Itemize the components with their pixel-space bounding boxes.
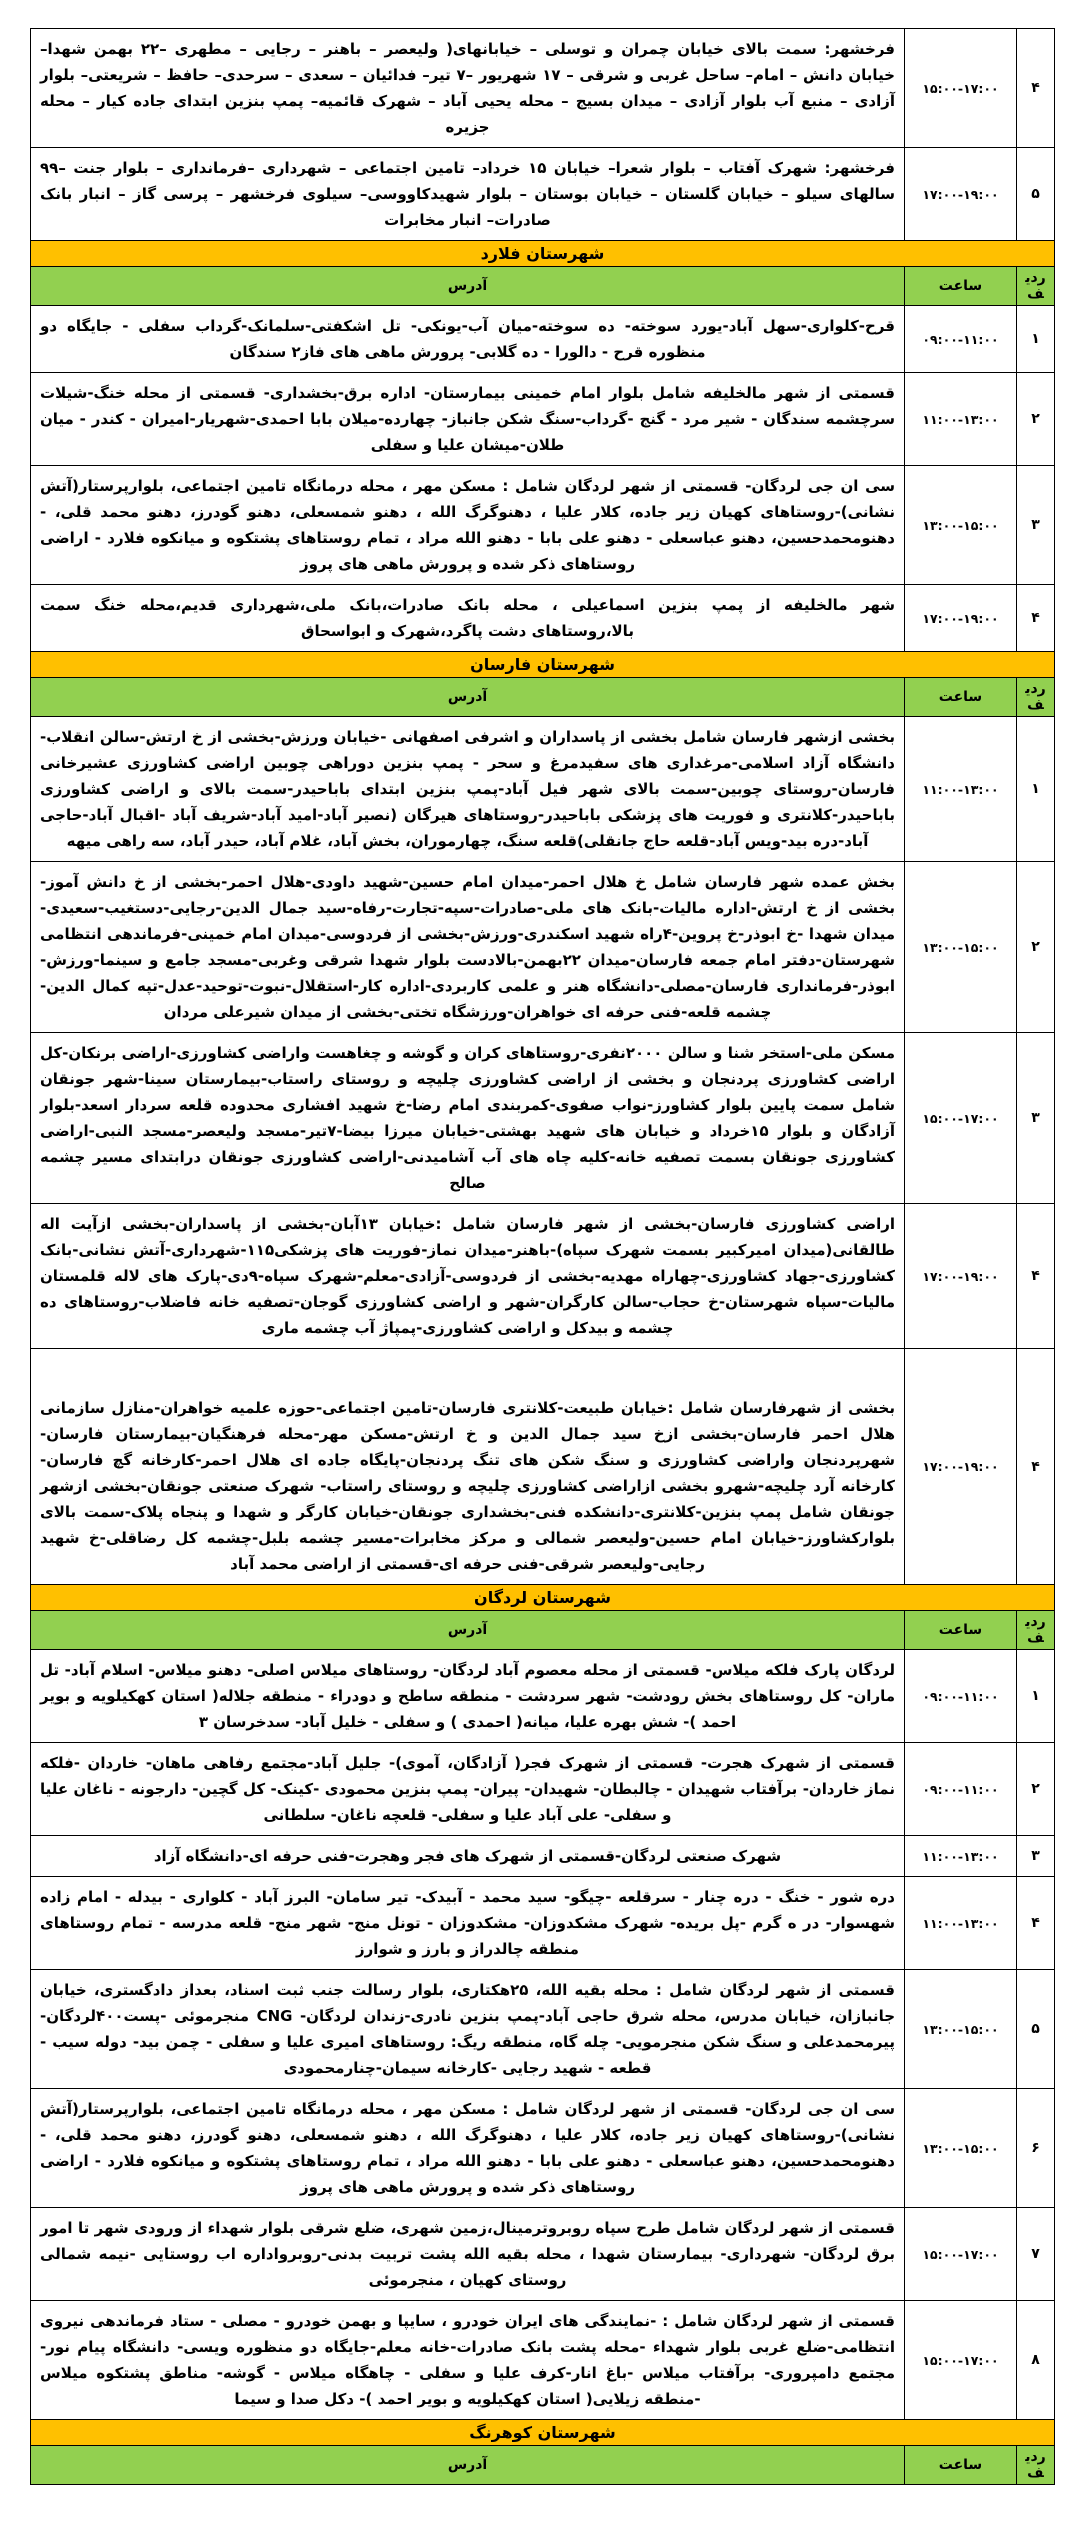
table-row [31, 1033, 1055, 1204]
column-header-row-number: ردیف [1017, 267, 1055, 306]
address-cell: سی ان جی لردگان- قسمتی از شهر لردگان شامل : مسکن مهر ، محله درمانگاه تامین اجتماعی، بلوارپرستار(آتش نشانی)-روستاهای کهیان زیر جاده، کلار علیا ، دهنوگرگ الله ، دهنو شمسعلی، دهنو گودرز، دهنو محمد قلی، - دهنومحمدحسین، دهنو عباسعلی - دهنو علی بابا - دهنو الله مراد ، تمام روستاهای پشتکوه و میانکوه فلارد - اراضی روستاهای ذکر شده و پرورش ماهی های پروز [31, 466, 905, 585]
time-cell: ۱۳:۰۰-۱۵:۰۰ [905, 466, 1017, 585]
address-cell: شهر مالخلیفه از پمپ بنزین اسماعیلی ، محله بانک صادرات،بانک ملی،شهرداری قدیم،محله خنگ سمت بالا،روستاهای دشت پاگرد،شهرک و ابواسحاق [31, 585, 905, 652]
column-header-row-number: ردیف [1017, 1611, 1055, 1650]
table-row [31, 1836, 1055, 1877]
table-row [31, 2208, 1055, 2301]
time-cell: ۰۹:۰۰-۱۱:۰۰ [905, 306, 1017, 373]
row-number-cell: ۳ [1017, 466, 1055, 585]
time-cell: ۱۵:۰۰-۱۷:۰۰ [905, 2208, 1017, 2301]
address-cell: لردگان پارک فلکه میلاس- قسمتی از محله معصوم آباد لردگان- روستاهای میلاس اصلی- دهنو میلاس- اسلام آباد- تل ماران- کل روستاهای بخش رودشت- شهر سردشت - منطقه ساطح و دودراء - منطقه جلاله( استان کهکیلویه و بویر احمد )- شش بهره علیا، میانه( احمدی ) و سفلی - خلیل آباد- سدخرسان ۳ [31, 1650, 905, 1743]
time-cell: ۱۷:۰۰-۱۹:۰۰ [905, 585, 1017, 652]
row-number-cell: ۲ [1017, 373, 1055, 466]
address-cell: اراضی کشاورزی فارسان-بخشی از شهر فارسان شامل :خیابان ۱۳آبان-بخشی از پاسداران-بخشی ازآیت اله طالقانی(میدان امیرکبیر بسمت شهرک سپاه)-باهنر-میدان نماز-فوریت های پزشکی۱۱۵-شهرداری-آتش نشانی-بانک کشاورزی-جهاد کشاورزی-چهاراه مهدیه-بخشی از فردوسی-آزادی-معلم-شهرک سپاه-۹دی-پارک های لاله قلمستان مالیات-سپاه شهرستان-خ حجاب-سالن کارگران-شهر و اراضی کشاورزی گوجان-تصفیه خانه فاضلاب-روستاهای ده چشمه و بیدکل و اراضی کشاورزی-پمپاژ آب چشمه ماری [31, 1204, 905, 1349]
address-cell: قسمتی از شهر مالخلیفه شامل بلوار امام خمینی بیمارستان- اداره برق-بخشداری- قسمتی از محله خنگ-شیلات سرچشمه سندگان - شیر مرد - گنج -گرداب-سنگ شکن جانباز- چهارده-میلان بابا احمدی-شهریار-امیران - کندر - میان طلان-میشان علیا و سفلی [31, 373, 905, 466]
time-cell: ۱۱:۰۰-۱۳:۰۰ [905, 717, 1017, 862]
column-header-row [31, 2446, 1055, 2485]
address-cell: قرح-کلواری-سهل آباد-یورد سوخته- ده سوخته-میان آب-یونکی- تل اشکفتی-سلمانک-گرداب سفلی - جایگاه دو منظوره قرح - دالورا - ده گلابی- پرورش ماهی های فاز۲ سندگان [31, 306, 905, 373]
table-row [31, 29, 1055, 148]
time-cell: ۱۷:۰۰-۱۹:۰۰ [905, 1349, 1017, 1585]
column-header-row [31, 267, 1055, 306]
address-cell: مسکن ملی-استخر شنا و سالن ۲۰۰۰نفری-روستاهای کران و گوشه و چغاهست واراضی کشاورزی-اراضی برنکان-کل اراضی کشاورزی پردنجان و بخشی از اراضی کشاورزی چلیچه و روستای راستاب-بیمارستان سینا-شهر جونقان شامل سمت پایین بلوار کشاورز-نواب صفوی-کمربندی امام رضا-خ شهید افشاری محدوده قلعه سردار اسعد-بلوار آزادگان و بلوار ۱۵خرداد و خیابان های شهید بهشتی-خیابان میرزا بیضا-۷تیر-مسجد ولیعصر-مسجد النبی-اراضی کشاورزی جونقان بسمت تصفیه خانه-کلیه چاه های آب آشامیدنی-اراضی کشاورزی جونقان درابتدای مسیر چشمه صالح [31, 1033, 905, 1204]
column-header-row [31, 678, 1055, 717]
row-number-cell: ۵ [1017, 1970, 1055, 2089]
column-header-address: آدرس [31, 2446, 905, 2485]
address-cell: بخشی از شهرفارسان شامل :خیابان طبیعت-کلانتری فارسان-تامین اجتماعی-حوزه علمیه خواهران-منازل سازمانی هلال احمر فارسان-بخشی ازخ سید جمال الدین و خ ارتش-مسکن مهر-محله فرهنگیان-بیمارستان فارسان-شهرپردنجان واراضی کشاورزی و سنگ شکن های تنگ پردنجان-پایگاه جاده ای هلال احمر-کارخانه گچ فارسان-کارخانه آرد چلیچه-شهرو بخشی ازاراضی کشاورزی چلیچه و روستای راستاب- شهرک صنعتی جونقان-بخشی ازشهر جونقان شامل پمپ بنزین-کلانتری-دانشکده فنی-بخشداری جونقان-خیابان کارگر و شهدا و پنجاه پلاک-سمت بالای بلوارکشاورز-خیابان امام حسین-ولیعصر شمالی و مرکز مخابرات-مسیر چشمه بلبل-چشمه کل رضاقلی-خ شهید رجایی-ولیعصر شرقی-فنی حرفه ای-قسمتی از اراضی محمد آباد [31, 1349, 905, 1585]
table-row [31, 148, 1055, 241]
row-number-cell: ۱ [1017, 1650, 1055, 1743]
row-number-cell: ۲ [1017, 1743, 1055, 1836]
table-row [31, 1877, 1055, 1970]
time-cell: ۱۵:۰۰-۱۷:۰۰ [905, 1033, 1017, 1204]
time-cell: ۱۳:۰۰-۱۵:۰۰ [905, 1970, 1017, 2089]
schedule-table-body [31, 29, 1055, 2485]
address-cell: قسمتی از شهر لردگان شامل : -نمایندگی های ایران خودرو ، سایپا و بهمن خودرو - مصلی - ستاد فرماندهی نیروی انتظامی-ضلع غربی بلوار شهداء -محله پشت بانک صادرات-خانه معلم-جایگاه دو منظوره ویسی- دانشگاه پیام نور-مجتمع دامپروری- برآفتاب میلاس -باغ انار-کرف علیا و سفلی - چاهگاه میلاس - گوشه- مناطق پشتکوه میلاس -منطقه زیلایی( استان کهکیلویه و بویر احمد )- دکل صدا و سیما [31, 2301, 905, 2420]
row-number-cell: ۲ [1017, 862, 1055, 1033]
row-number-cell: ۸ [1017, 2301, 1055, 2420]
column-header-time: ساعت [905, 678, 1017, 717]
address-cell: قسمتی از شهر لردگان شامل طرح سپاه روبروترمینال،زمین شهری، ضلع شرقی بلوار شهداء از ورودی شهر تا امور برق لردگان- شهرداری- بیمارستان شهدا ، محله بقیه الله پشت تربیت بدنی-روبرواداره اب روستایی -نیمه شمالی روستای کهیان ، منجرموئی [31, 2208, 905, 2301]
time-cell: ۱۳:۰۰-۱۵:۰۰ [905, 862, 1017, 1033]
column-header-row-number: ردیف [1017, 678, 1055, 717]
table-row [31, 306, 1055, 373]
column-header-row-number: ردیف [1017, 2446, 1055, 2485]
table-row [31, 1204, 1055, 1349]
section-title: شهرستان لردگان [31, 1585, 1055, 1611]
time-cell: ۱۵:۰۰-۱۷:۰۰ [905, 29, 1017, 148]
row-number-cell: ۱ [1017, 306, 1055, 373]
table-row [31, 862, 1055, 1033]
row-number-cell: ۱ [1017, 717, 1055, 862]
table-row [31, 466, 1055, 585]
address-cell: دره شور - خنگ - دره چنار - سرقلعه -چیگو- سید محمد - آبیدک- تیر سامان- البرز آباد - کلواری - بیدله - امام زاده شهسوار- در ه گرم -پل بریده- شهرک مشکدوزان- مشکدوزان - تونل منج- شهر منج- قلعه مدرسه - تمام روستاهای منطقه چالدراز و بارز و شوارز [31, 1877, 905, 1970]
section-header-row [31, 241, 1055, 267]
section-title: شهرستان فلارد [31, 241, 1055, 267]
time-cell: ۱۱:۰۰-۱۳:۰۰ [905, 373, 1017, 466]
section-header-row [31, 1585, 1055, 1611]
table-row [31, 373, 1055, 466]
column-header-time: ساعت [905, 2446, 1017, 2485]
table-row [31, 1743, 1055, 1836]
section-header-row [31, 2420, 1055, 2446]
column-header-time: ساعت [905, 1611, 1017, 1650]
table-row [31, 1970, 1055, 2089]
time-cell: ۱۱:۰۰-۱۳:۰۰ [905, 1877, 1017, 1970]
address-cell: بخشی ازشهر فارسان شامل بخشی از پاسداران و اشرفی اصفهانی -خیابان ورزش-بخشی از خ ارتش-سالن انقلاب-دانشگاه آزاد اسلامی-مرغداری های سفیدمرغ و سحر - پمپ بنزین دوراهی چوبین اراضی کشاورزی عشیرخانی فارسان-روستای چوبین-سمت بالای شهر فیل آباد-پمپ بنزین ابتدای باباحیدر-سمت بالای و اراضی کشاورزی باباحیدر-کلانتری و فوریت های پزشکی باباحیدر-روستاهای هیرگان (نصیر آباد-امید آباد-شریف آباد -اقبال آباد-حاجی آباد-دره بید-ویس آباد-قلعه حاج جانقلی)قلعه سنگ، چهارموران، بخش آباد، غلام آباد، حیدر آباد، سه راهی میهه [31, 717, 905, 862]
address-cell: فرخشهر: سمت بالای خیابان چمران و توسلی – خیابانهای( ولیعصر – باهنر – رجایی – مطهری –۲۲ بهمن شهدا– خیابان دانش – امام– ساحل غربی و شرقی – ۱۷ شهریور –۷ تیر– فدائیان – سعدی – سرحدی– حافظ – شریعتی– بلوار آزادی – منبع آب بلوار آزادی – میدان بسیج – محله یحیی آباد – شهرک قائمیه– پمپ بنزین ابتدای جاده کیار – محله جزیره [31, 29, 905, 148]
table-row [31, 717, 1055, 862]
time-cell: ۱۵:۰۰-۱۷:۰۰ [905, 2301, 1017, 2420]
address-cell: قسمتی از شهرک هجرت- قسمتی از شهرک فجر( آزادگان، آموی)- جلیل آباد-مجتمع رفاهی ماهان- خاردان -فلکه نماز خاردان- برآفتاب شهیدان - چالبطان- شهیدان- پیران- پمپ بنزین محمودی -کینک- کل گچین- دارجونه - ناغان علیا و سفلی- علی آباد علیا و سفلی- قلعچه ناغان- سلطانی [31, 1743, 905, 1836]
table-row [31, 1349, 1055, 1585]
address-cell: سی ان جی لردگان- قسمتی از شهر لردگان شامل : مسکن مهر ، محله درمانگاه تامین اجتماعی، بلوارپرستار(آتش نشانی)-روستاهای کهیان زیر جاده، کلار علیا ، دهنوگرگ الله ، دهنو شمسعلی، دهنو گودرز، دهنو محمد قلی، - دهنومحمدحسین، دهنو عباسعلی - دهنو علی بابا - دهنو الله مراد ، تمام روستاهای پشتکوه و میانکوه فلارد - اراضی روستاهای ذکر شده و پرورش ماهی های پروز [31, 2089, 905, 2208]
column-header-address: آدرس [31, 267, 905, 306]
column-header-time: ساعت [905, 267, 1017, 306]
table-row [31, 1650, 1055, 1743]
address-cell: قسمتی از شهر لردگان شامل : محله بقیه الله، ۲۵هکتاری، بلوار رسالت جنب ثبت اسناد، بعداز دادگستری، خیابان جانبازان، خیابان مدرس، محله شرق حاجی آباد-پمپ بنزین نادری-زندان لردگان- CNG منجرموئی -پست۴۰۰لردگان-پیرمحمدعلی و سنگ شکن منجرمویی- چله گاه، منطقه ریگ: روستاهای امیری علیا و سفلی - چمن بید- دوله سیب - قطعه - شهید رجایی -کارخانه سیمان-چنارمحمودی [31, 1970, 905, 2089]
section-header-row [31, 652, 1055, 678]
table-row [31, 585, 1055, 652]
row-number-cell: ۴ [1017, 1204, 1055, 1349]
row-number-cell: ۵ [1017, 148, 1055, 241]
row-number-cell: ۴ [1017, 29, 1055, 148]
time-cell: ۱۷:۰۰-۱۹:۰۰ [905, 1204, 1017, 1349]
row-number-cell: ۴ [1017, 1349, 1055, 1585]
time-cell: ۰۹:۰۰-۱۱:۰۰ [905, 1650, 1017, 1743]
table-row [31, 2301, 1055, 2420]
address-cell: بخش عمده شهر فارسان شامل خ هلال احمر-میدان امام حسین-شهید داودی-هلال احمر-بخشی از خ دانش آموز-بخشی از خ ارتش-اداره مالیات-بانک های ملی-صادرات-سپه-تجارت-رفاه-سید جمال الدین-رجایی-دستغیب-سعیدی-میدان شهدا -خ ابوذر-خ پروین-۴راه شهید اسکندری-ورزش-بخشی از فردوسی-میدان امام خمینی-فرماندهی انتظامی شهرستان-دفتر امام جمعه فارسان-میدان ۲۲بهمن-بالادست بلوار شهدا شرقی وغربی-مسجد جامع و سینما-ورزش-ابوذر-فرمانداری فارسان-مصلی-دانشگاه هنر و علمی کاربردی-اداره کار-استقلال-نبوت-توحید-عدل-تپه کمال الدین-چشمه قلعه-فنی حرفه ای خواهران-ورزشگاه تختی-بخشی از میدان شیرعلی مردان [31, 862, 905, 1033]
row-number-cell: ۴ [1017, 1877, 1055, 1970]
time-cell: ۱۱:۰۰-۱۳:۰۰ [905, 1836, 1017, 1877]
time-cell: ۰۹:۰۰-۱۱:۰۰ [905, 1743, 1017, 1836]
section-title: شهرستان فارسان [31, 652, 1055, 678]
time-cell: ۱۷:۰۰-۱۹:۰۰ [905, 148, 1017, 241]
column-header-address: آدرس [31, 1611, 905, 1650]
column-header-address: آدرس [31, 678, 905, 717]
time-cell: ۱۳:۰۰-۱۵:۰۰ [905, 2089, 1017, 2208]
address-cell: فرخشهر: شهرک آفتاب – بلوار شعرا– خیابان ۱۵ خرداد– تامین اجتماعی – شهرداری –فرمانداری – بلوار جنت –۹۹ سالهای سیلو – خیابان گلستان – خیابان بوستان – بلوار شهیدکاووسی– سیلوی فرخشهر – پرسی گاز – انبار بانک صادرات– انبار مخابرات [31, 148, 905, 241]
row-number-cell: ۴ [1017, 585, 1055, 652]
column-header-row [31, 1611, 1055, 1650]
address-cell: شهرک صنعتی لردگان-قسمتی از شهرک های فجر وهجرت-فنی حرفه ای-دانشگاه آزاد [31, 1836, 905, 1877]
outage-schedule-table [30, 28, 1055, 2485]
row-number-cell: ۳ [1017, 1836, 1055, 1877]
row-number-cell: ۳ [1017, 1033, 1055, 1204]
row-number-cell: ۷ [1017, 2208, 1055, 2301]
row-number-cell: ۶ [1017, 2089, 1055, 2208]
table-row [31, 2089, 1055, 2208]
section-title: شهرستان کوهرنگ [31, 2420, 1055, 2446]
